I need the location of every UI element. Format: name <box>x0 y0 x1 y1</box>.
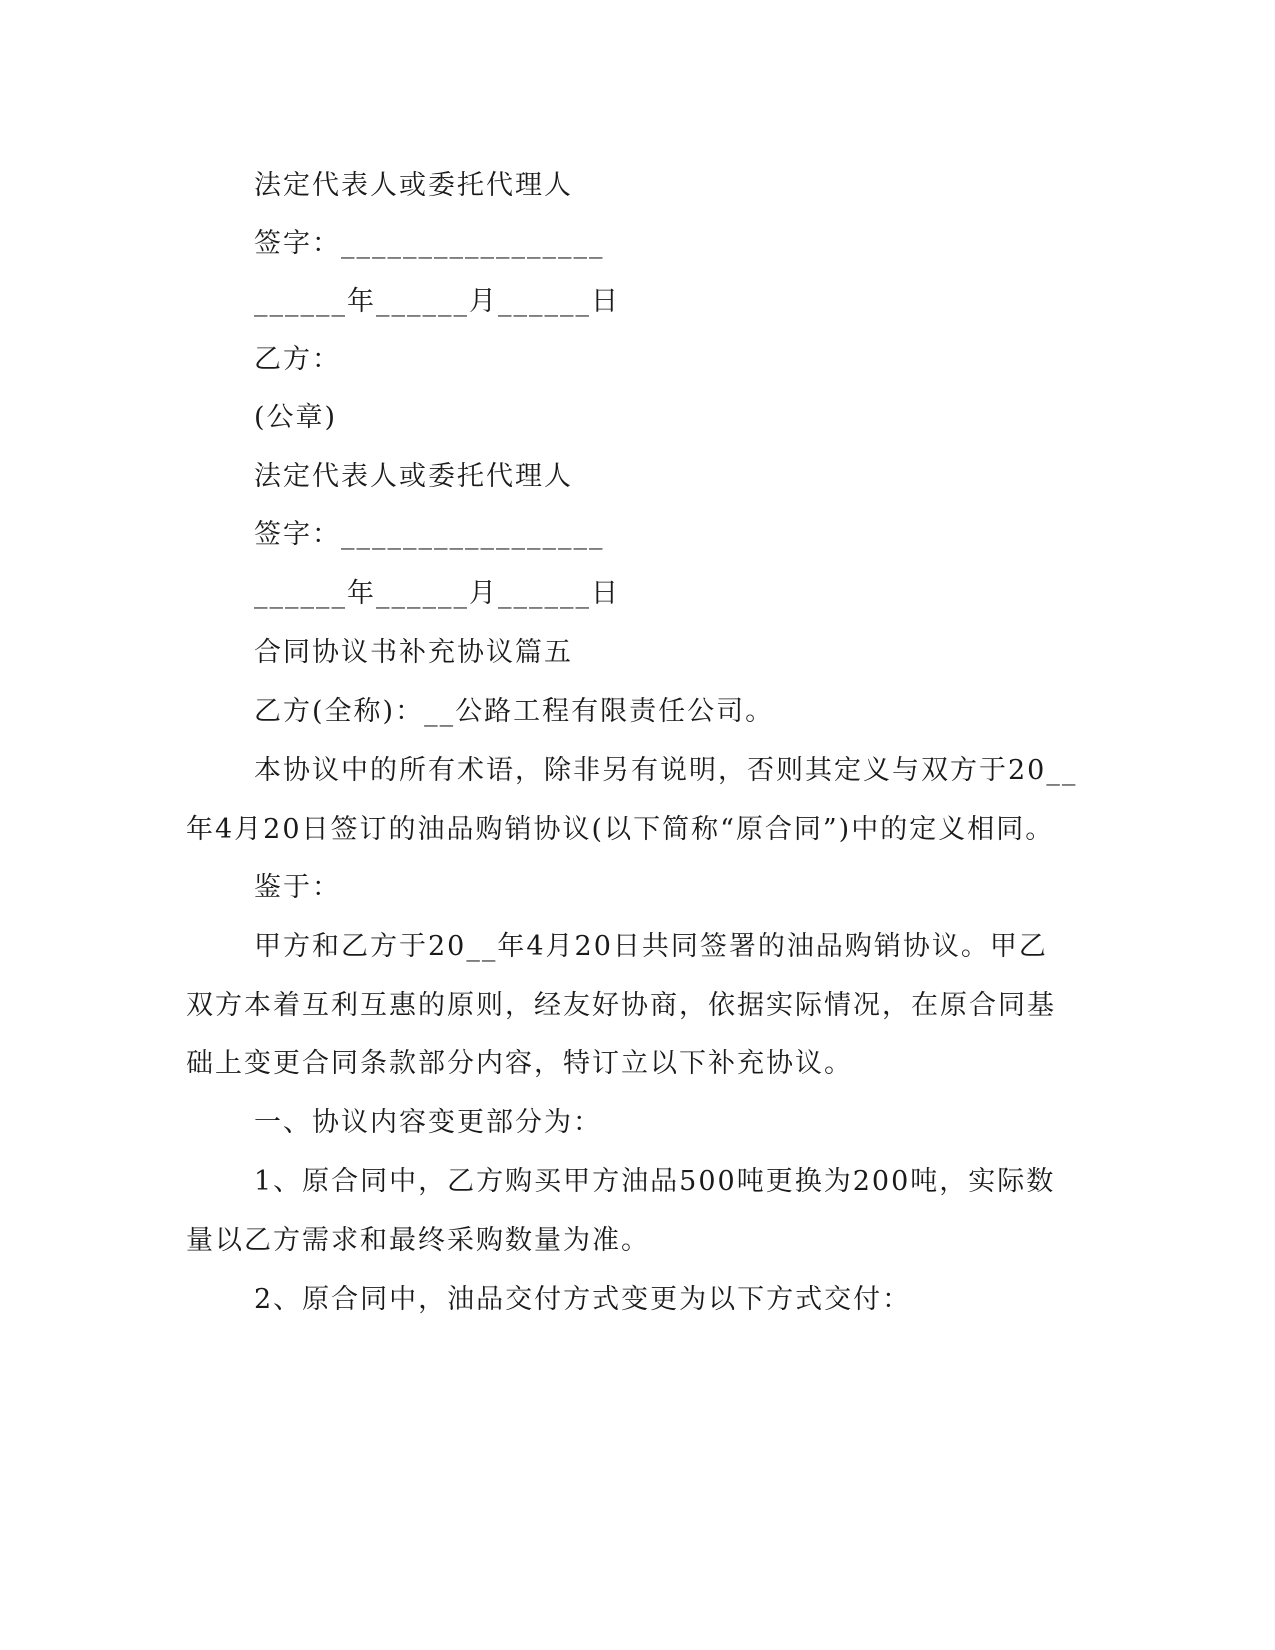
party-b-label: 乙方： <box>254 344 341 375</box>
signature-line-a: 签字：_________________ <box>254 228 605 259</box>
signature-line-b: 签字：_________________ <box>254 519 605 550</box>
recital-line-2: 双方本着互利互惠的原则，经友好协商，依据实际情况，在原合同基 <box>186 990 1056 1021</box>
clause-1-line-2: 量以乙方需求和最终采购数量为准。 <box>186 1225 650 1256</box>
terms-paragraph-line-2: 年4月20日签订的油品购销协议(以下简称“原合同”)中的定义相同。 <box>186 814 1055 845</box>
seal-label: (公章) <box>254 402 338 433</box>
representative-label-a: 法定代表人或委托代理人 <box>254 170 573 201</box>
terms-paragraph-line-1: 本协议中的所有术语，除非另有说明，否则其定义与双方于20__ <box>254 755 1078 786</box>
whereas-label: 鉴于： <box>254 872 341 903</box>
recital-line-3: 础上变更合同条款部分内容，特订立以下补充协议。 <box>186 1048 853 1079</box>
changes-heading: 一、协议内容变更部分为： <box>254 1107 602 1138</box>
representative-label-b: 法定代表人或委托代理人 <box>254 461 573 492</box>
recital-line-1: 甲方和乙方于20__年4月20日共同签署的油品购销协议。甲乙 <box>254 931 1048 962</box>
section-heading: 合同协议书补充协议篇五 <box>254 637 573 668</box>
clause-1-line-1: 1、原合同中，乙方购买甲方油品500吨更换为200吨，实际数 <box>254 1166 1056 1197</box>
date-line-b: ______年______月______日 <box>254 578 620 609</box>
party-b-fullname: 乙方(全称)：__公路工程有限责任公司。 <box>254 696 775 727</box>
date-line-a: ______年______月______日 <box>254 286 620 317</box>
clause-2: 2、原合同中，油品交付方式变更为以下方式交付： <box>254 1284 912 1315</box>
